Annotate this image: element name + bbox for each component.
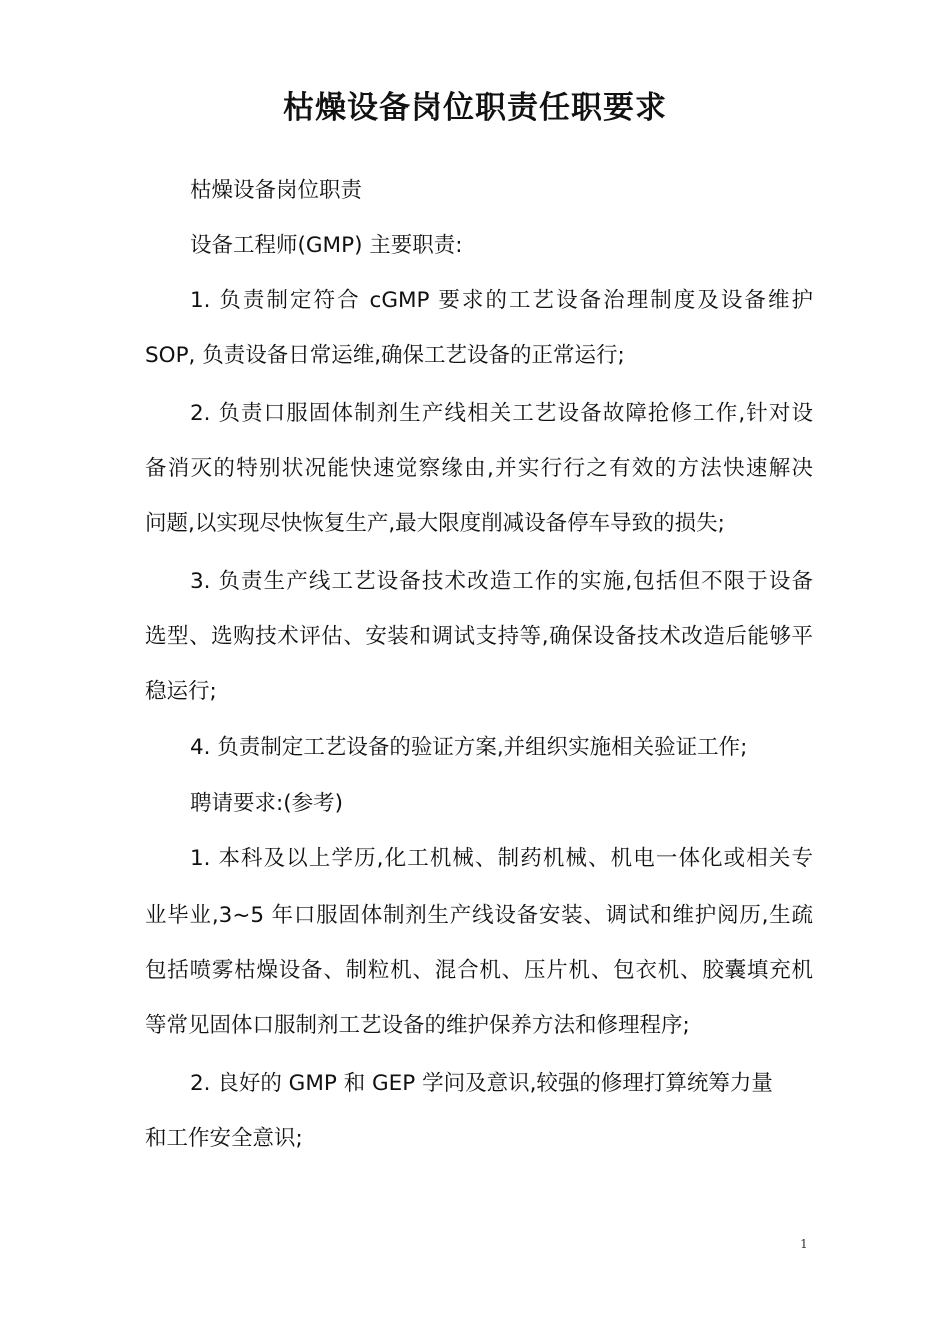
- duty-3-line-2: 选型、选购技术评估、安装和调试支持等,确保设备技术改造后能够平: [145, 624, 813, 649]
- section-heading-requirements: 聘请要求:(参考): [190, 791, 344, 816]
- requirement-1-line-4: 等常见固体口服制剂工艺设备的维护保养方法和修理程序;: [145, 1013, 690, 1038]
- requirement-2-line-1: 2. 良好的 GMP 和 GEP 学问及意识,较强的修理打算统筹力量: [190, 1071, 773, 1096]
- duty-1-line-1: 1. 负责制定符合 cGMP 要求的工艺设备治理制度及设备维护: [190, 288, 813, 313]
- duty-3-line-3: 稳运行;: [145, 679, 217, 704]
- section-heading-duties: 枯燥设备岗位职责: [190, 178, 363, 203]
- duty-2-line-3: 问题,以实现尽快恢复生产,最大限度削减设备停车导致的损失;: [145, 511, 725, 536]
- document-title: 枯燥设备岗位职责任职要求: [283, 90, 667, 126]
- duty-2-line-2: 备消灭的特别状况能快速觉察缘由,并实行行之有效的方法快速解决: [145, 456, 813, 481]
- duty-3-line-1: 3. 负责生产线工艺设备技术改造工作的实施,包括但不限于设备: [190, 569, 813, 594]
- role-heading: 设备工程师(GMP) 主要职责:: [190, 233, 463, 258]
- duty-4-line-1: 4. 负责制定工艺设备的验证方案,并组织实施相关验证工作;: [190, 735, 748, 760]
- requirement-1-line-3: 包括喷雾枯燥设备、制粒机、混合机、压片机、包衣机、胶囊填充机: [145, 958, 813, 983]
- duty-1-line-2: SOP, 负责设备日常运维,确保工艺设备的正常运行;: [145, 343, 625, 368]
- requirement-1-line-2: 业毕业,3~5 年口服固体制剂生产线设备安装、调试和维护阅历,生疏: [145, 903, 813, 928]
- page-number: 1: [800, 1237, 808, 1251]
- requirement-1-line-1: 1. 本科及以上学历,化工机械、制药机械、机电一体化或相关专: [190, 846, 813, 871]
- requirement-2-line-2: 和工作安全意识;: [145, 1126, 303, 1151]
- duty-2-line-1: 2. 负责口服固体制剂生产线相关工艺设备故障抢修工作,针对设: [190, 401, 813, 426]
